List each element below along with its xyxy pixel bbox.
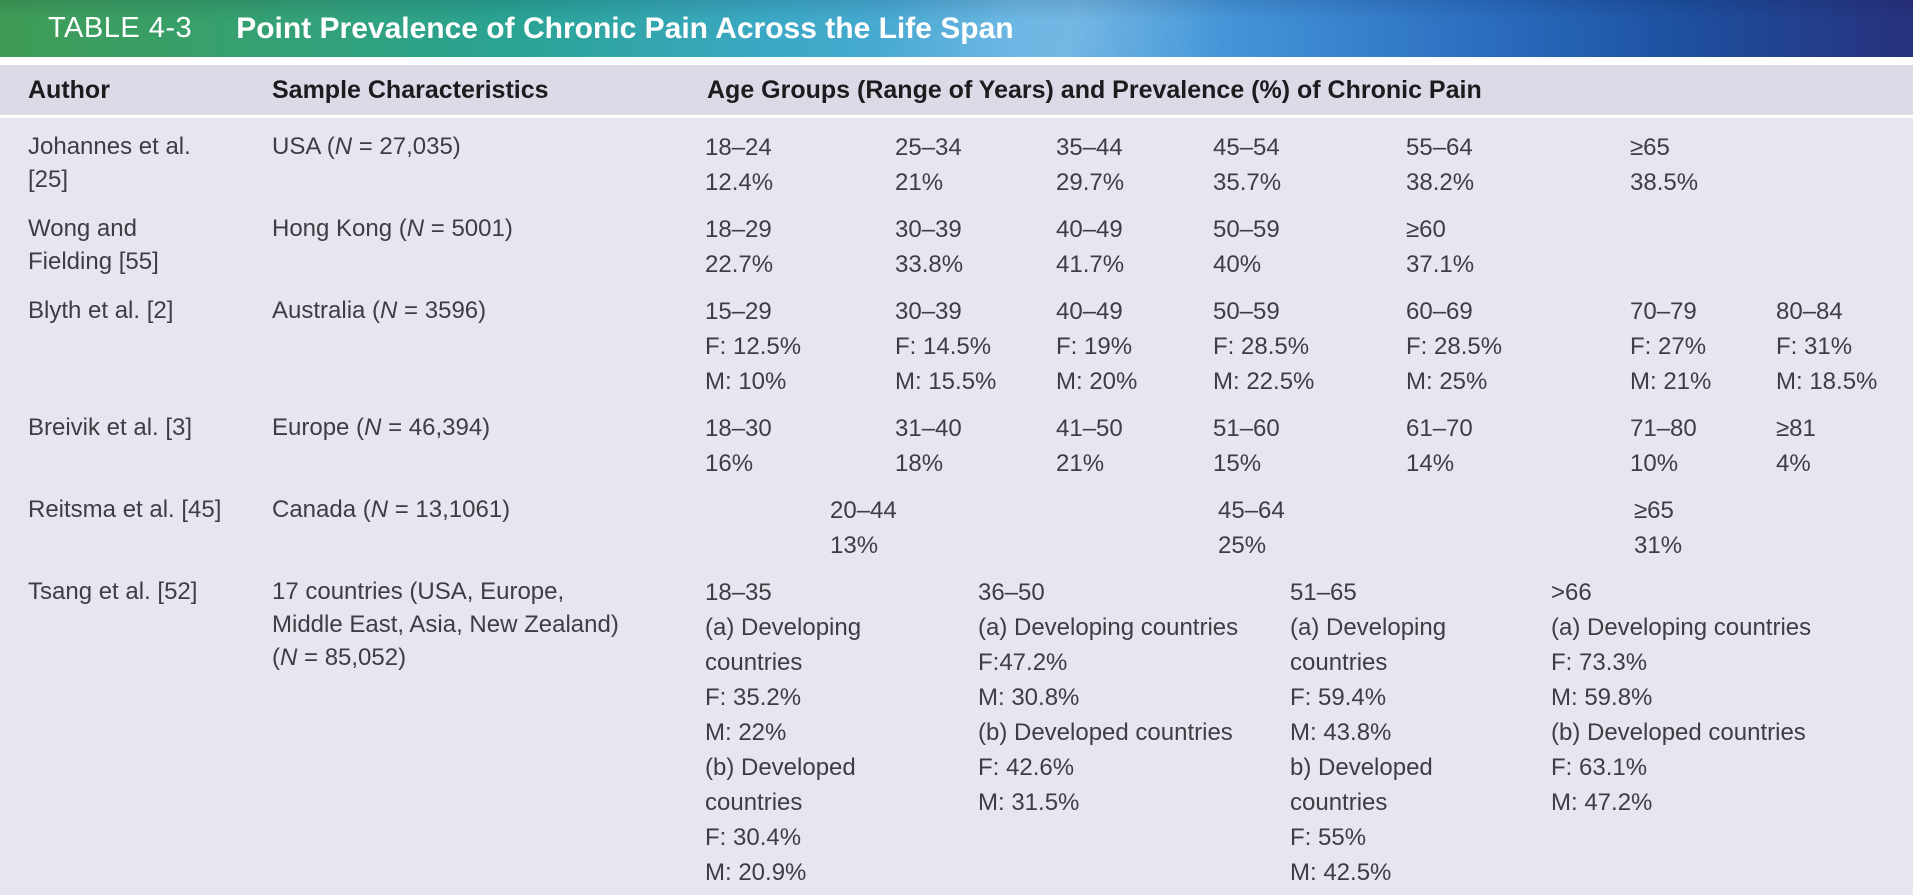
age-prevalence-cell [1213, 411, 1280, 481]
text-line: F: 63.1% [1551, 754, 1648, 781]
text-line: 16% [705, 450, 754, 477]
age-prevalence-cell [1290, 575, 1446, 890]
text-line: F: 30.4% [705, 824, 802, 851]
text-line: 15% [1213, 450, 1262, 477]
text-line: Johannes et al. [28, 133, 191, 160]
age-prevalence-cell [895, 130, 962, 200]
age-prevalence-cell [1406, 294, 1502, 399]
text-line: 61–70 [1406, 415, 1473, 442]
text-line: M: 43.8% [1290, 719, 1392, 746]
author-cell [28, 294, 173, 327]
text-line: M: 10% [705, 368, 787, 395]
text-line: 14% [1406, 450, 1455, 477]
text-line: M: 15.5% [895, 368, 997, 395]
text-line: 18–24 [705, 134, 772, 161]
table-number-label: TABLE 4-3 [48, 12, 193, 44]
text-line: Hong Kong (N = 5001) [272, 215, 513, 242]
text-line: M: 21% [1630, 368, 1712, 395]
age-prevalence-cell [830, 493, 897, 563]
text-line: ≥65 [1630, 134, 1670, 161]
text-line: Fielding [55] [28, 248, 159, 275]
text-line: 31% [1634, 532, 1683, 559]
text-line: M: 59.8% [1551, 684, 1653, 711]
text-line: (a) Developing [1290, 614, 1447, 641]
text-line: 38.5% [1630, 169, 1699, 196]
text-line: 36–50 [978, 579, 1045, 606]
text-line: 25–34 [895, 134, 962, 161]
age-prevalence-cell [705, 575, 861, 890]
text-line: 18–35 [705, 579, 772, 606]
text-line: M: 47.2% [1551, 789, 1653, 816]
text-line: M: 22% [705, 719, 787, 746]
text-line: F: 28.5% [1213, 333, 1310, 360]
text-line: 45–64 [1218, 497, 1285, 524]
age-prevalence-cell [705, 411, 772, 481]
age-prevalence-cell [1406, 212, 1474, 282]
text-line: countries [705, 789, 803, 816]
text-line: M: 25% [1406, 368, 1488, 395]
text-line: F: 28.5% [1406, 333, 1503, 360]
text-line: 35–44 [1056, 134, 1123, 161]
text-line: (a) Developing countries [1551, 614, 1812, 641]
age-prevalence-cell [1630, 294, 1711, 399]
sample-cell [272, 493, 510, 526]
table-body [0, 118, 1913, 895]
text-line: [25] [28, 166, 69, 193]
age-prevalence-cell [1056, 130, 1124, 200]
text-line: 35.7% [1213, 169, 1282, 196]
sample-cell [272, 130, 461, 163]
table-row [0, 563, 1913, 890]
text-line: (N = 85,052) [272, 644, 407, 671]
age-prevalence-cell [978, 575, 1238, 820]
text-line: 30–39 [895, 216, 962, 243]
text-line: 60–69 [1406, 298, 1473, 325]
age-prevalence-cell [1213, 130, 1281, 200]
text-line: 29.7% [1056, 169, 1125, 196]
text-line: F: 14.5% [895, 333, 992, 360]
age-prevalence-cell [1406, 411, 1473, 481]
age-prevalence-cell [1630, 130, 1698, 200]
text-line: F: 55% [1290, 824, 1367, 851]
author-cell [28, 130, 191, 196]
text-line: M: 22.5% [1213, 368, 1315, 395]
text-line: ≥60 [1406, 216, 1446, 243]
text-line: Australia (N = 3596) [272, 297, 487, 324]
text-line: 17 countries (USA, Europe, [272, 578, 565, 605]
table-row [0, 399, 1913, 481]
text-line: (a) Developing countries [978, 614, 1239, 641]
table-row [0, 481, 1913, 563]
age-prevalence-cell [1551, 575, 1811, 820]
text-line: 18–29 [705, 216, 772, 243]
text-line: b) Developed [1290, 754, 1433, 781]
age-prevalence-cell [1213, 212, 1280, 282]
age-prevalence-cell [1630, 411, 1697, 481]
text-line: 37.1% [1406, 251, 1475, 278]
age-prevalence-cell [1776, 294, 1877, 399]
age-prevalence-cell [1056, 411, 1123, 481]
text-line: F: 35.2% [705, 684, 802, 711]
text-line: F: 42.6% [978, 754, 1075, 781]
column-header-sample-characteristics: Sample Characteristics [272, 76, 549, 104]
text-line: 70–79 [1630, 298, 1697, 325]
text-line: 45–54 [1213, 134, 1280, 161]
column-header-author: Author [28, 76, 110, 104]
sample-cell [272, 212, 513, 245]
age-prevalence-cell [705, 130, 773, 200]
author-cell [28, 411, 192, 444]
text-line: 40% [1213, 251, 1262, 278]
age-prevalence-cell [1213, 294, 1314, 399]
text-line: Europe (N = 46,394) [272, 414, 491, 441]
text-line: 12.4% [705, 169, 774, 196]
text-line: M: 30.8% [978, 684, 1080, 711]
text-line: F:47.2% [978, 649, 1068, 676]
table-row [0, 200, 1913, 282]
sample-cell [272, 294, 486, 327]
age-prevalence-cell [1776, 411, 1816, 481]
text-line: 4% [1776, 450, 1811, 477]
text-line: Reitsma et al. [45] [28, 496, 222, 523]
text-line: countries [1290, 789, 1388, 816]
text-line: 21% [1056, 450, 1105, 477]
text-line: 55–64 [1406, 134, 1473, 161]
column-header-row [0, 65, 1913, 118]
text-line: 31–40 [895, 415, 962, 442]
text-line: USA (N = 27,035) [272, 133, 461, 160]
sample-cell [272, 575, 619, 674]
age-prevalence-cell [1406, 130, 1474, 200]
text-line: 38.2% [1406, 169, 1475, 196]
text-line: Wong and [28, 215, 137, 242]
text-line: M: 31.5% [978, 789, 1080, 816]
text-line: (b) Developed countries [978, 719, 1233, 746]
text-line: M: 20.9% [705, 859, 807, 886]
age-prevalence-cell [895, 294, 996, 399]
text-line: 80–84 [1776, 298, 1843, 325]
text-line: 10% [1630, 450, 1679, 477]
text-line: 41.7% [1056, 251, 1125, 278]
text-line: 33.8% [895, 251, 964, 278]
age-prevalence-cell [705, 294, 801, 399]
author-cell [28, 212, 159, 278]
text-line: countries [1290, 649, 1388, 676]
age-prevalence-cell [1056, 294, 1137, 399]
table-row [0, 282, 1913, 399]
text-line: 18–30 [705, 415, 772, 442]
text-line: Middle East, Asia, New Zealand) [272, 611, 619, 638]
text-line: 71–80 [1630, 415, 1697, 442]
text-line: 50–59 [1213, 298, 1280, 325]
author-cell [28, 575, 197, 608]
age-prevalence-cell [1056, 212, 1124, 282]
table-title-bar [0, 0, 1913, 57]
text-line: 13% [830, 532, 879, 559]
text-line: F: 31% [1776, 333, 1853, 360]
text-line: countries [705, 649, 803, 676]
age-prevalence-cell [895, 212, 963, 282]
text-line: 18% [895, 450, 944, 477]
age-prevalence-cell [895, 411, 962, 481]
text-line: (b) Developed countries [1551, 719, 1806, 746]
text-line: F: 19% [1056, 333, 1133, 360]
text-line: 25% [1218, 532, 1267, 559]
text-line: ≥65 [1634, 497, 1674, 524]
table-row [0, 118, 1913, 200]
text-line: 51–65 [1290, 579, 1357, 606]
text-line: F: 59.4% [1290, 684, 1387, 711]
text-line: 41–50 [1056, 415, 1123, 442]
age-prevalence-cell [1218, 493, 1285, 563]
sample-cell [272, 411, 490, 444]
text-line: 30–39 [895, 298, 962, 325]
text-line: Tsang et al. [52] [28, 578, 198, 605]
text-line: M: 42.5% [1290, 859, 1392, 886]
text-line: >66 [1551, 579, 1592, 606]
table-title: Point Prevalence of Chronic Pain Across the Life Span [236, 11, 1014, 45]
text-line: 21% [895, 169, 944, 196]
text-line: F: 27% [1630, 333, 1707, 360]
age-prevalence-cell [705, 212, 773, 282]
text-line: 40–49 [1056, 216, 1123, 243]
text-line: Blyth et al. [2] [28, 297, 174, 324]
author-cell [28, 493, 221, 526]
text-line: 51–60 [1213, 415, 1280, 442]
text-line: M: 20% [1056, 368, 1138, 395]
text-line: 22.7% [705, 251, 774, 278]
text-line: M: 18.5% [1776, 368, 1878, 395]
text-line: 40–49 [1056, 298, 1123, 325]
text-line: 50–59 [1213, 216, 1280, 243]
column-header-age-groups: Age Groups (Range of Years) and Prevalence (%) of Chronic Pain [707, 76, 1482, 104]
age-prevalence-cell [1634, 493, 1682, 563]
text-line: Breivik et al. [3] [28, 414, 193, 441]
text-line: ≥81 [1776, 415, 1816, 442]
text-line: Canada (N = 13,1061) [272, 496, 511, 523]
title-separator [0, 57, 1913, 65]
text-line: (b) Developed [705, 754, 856, 781]
text-line: (a) Developing [705, 614, 862, 641]
text-line: F: 12.5% [705, 333, 802, 360]
text-line: 15–29 [705, 298, 772, 325]
text-line: 20–44 [830, 497, 897, 524]
text-line: F: 73.3% [1551, 649, 1648, 676]
